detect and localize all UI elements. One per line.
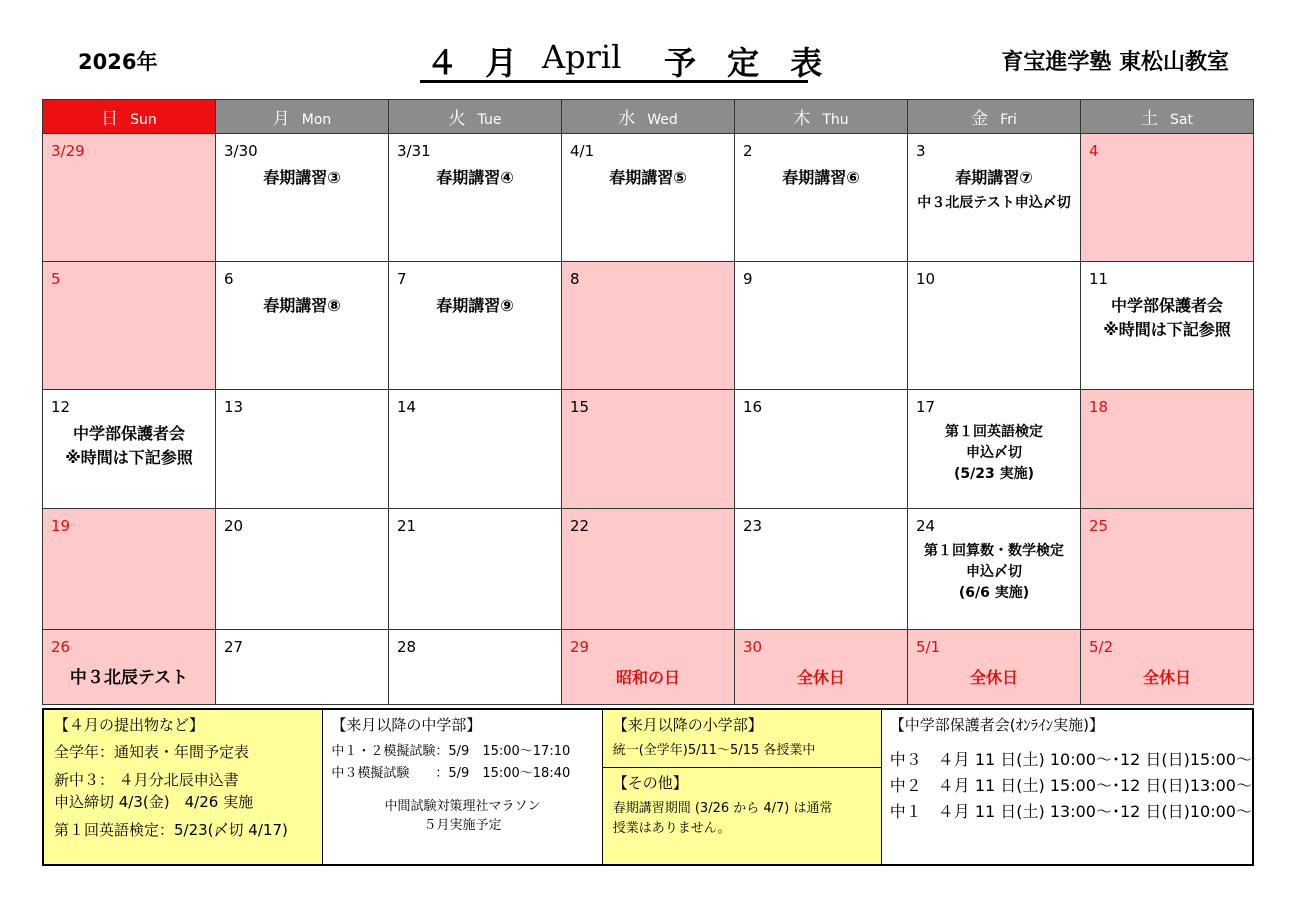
day-cell [908, 390, 1081, 509]
day-number: 24 [916, 517, 936, 535]
elementary-next-section [603, 710, 881, 768]
day-cell [43, 134, 216, 262]
parents-meeting-line: 中１ ４月 11 日(土) 13:00～･12 日(日)10:00～ [889, 802, 1252, 821]
week-row-3 [43, 390, 1254, 509]
title-schedule: 予 定 表 [664, 44, 833, 82]
day-cell [216, 509, 389, 630]
day-event: 全休日 [796, 668, 845, 687]
day-event: 中学部保護者会 ※時間は下記参照 [1103, 296, 1231, 339]
year-label: 2026年 [78, 50, 158, 74]
day-cell [908, 134, 1081, 262]
other-section [603, 768, 881, 839]
junior-next-box [323, 710, 602, 864]
submissions-line: 新中３： ４月分北辰申込書 申込締切 4/3(金) 4/26 実施 [54, 771, 254, 811]
day-cell [562, 262, 735, 390]
day-cell [735, 630, 908, 705]
day-event: 春期講習⑤ [609, 168, 687, 187]
submissions-line: 全学年：通知表・年間予定表 [54, 743, 250, 761]
day-number: 22 [570, 517, 590, 535]
week-row-5 [43, 630, 1254, 705]
week-row-2 [43, 262, 1254, 390]
day-cell [389, 509, 562, 630]
day-event: 全休日 [969, 668, 1018, 687]
day-cell [735, 262, 908, 390]
day-cell [389, 262, 562, 390]
day-cell [389, 390, 562, 509]
calendar-table [42, 99, 1254, 705]
day-number: 20 [224, 517, 244, 535]
day-number: 21 [397, 517, 417, 535]
day-number: 4 [1089, 142, 1099, 160]
parents-meeting-box [882, 710, 1252, 864]
school-name: 育宝進学塾 東松山教室 [1001, 50, 1229, 75]
day-cell [735, 390, 908, 509]
day-event: 第１回英語検定 申込〆切 (5/23 実施) [945, 424, 1043, 482]
day-event: 春期講習⑨ [436, 296, 514, 315]
day-event: 春期講習④ [436, 168, 514, 187]
day-number: 23 [743, 517, 763, 535]
title-month-en: April [542, 38, 622, 76]
elementary-next-heading: 【来月以降の小学部】 [612, 716, 763, 734]
page-title [420, 38, 833, 83]
day-cell [1081, 390, 1254, 509]
weekday-sat: 土 Sat [1081, 100, 1254, 134]
day-cell [389, 134, 562, 262]
weekday-wed: 水 Wed [562, 100, 735, 134]
day-cell [562, 134, 735, 262]
junior-next-heading: 【来月以降の中学部】 [331, 716, 482, 734]
notes-panel [42, 708, 1254, 866]
day-number: 3 [916, 142, 926, 160]
day-number: 28 [397, 638, 417, 656]
parents-meeting-line: 中３ ４月 11 日(土) 10:00～･12 日(日)15:00～ [889, 750, 1252, 769]
day-cell [562, 509, 735, 630]
day-cell [735, 134, 908, 262]
junior-next-line: 中１・２模擬試験：5/9 15:00～17:10 [331, 744, 571, 759]
weekday-mon: 月 Mon [216, 100, 389, 134]
day-number: 8 [570, 270, 580, 288]
day-cell [735, 509, 908, 630]
day-cell [908, 509, 1081, 630]
day-number: 30 [743, 638, 763, 656]
day-event: 中学部保護者会 ※時間は下記参照 [65, 424, 193, 467]
day-cell [1081, 630, 1254, 705]
parents-meeting-line: 中２ ４月 11 日(土) 15:00～･12 日(日)13:00～ [889, 776, 1252, 795]
title-month: ４ 月 [426, 44, 526, 82]
day-cell [908, 262, 1081, 390]
day-event: 春期講習⑦ 中３北辰テスト申込〆切 [917, 168, 1071, 211]
day-number: 12 [51, 398, 71, 416]
day-number: 3/30 [224, 142, 258, 160]
weekday-header-row [43, 100, 1254, 134]
day-number: 10 [916, 270, 936, 288]
day-number: 19 [51, 517, 71, 535]
day-cell [43, 390, 216, 509]
day-number: 18 [1089, 398, 1109, 416]
day-cell [908, 630, 1081, 705]
day-number: 2 [743, 142, 753, 160]
day-cell [1081, 509, 1254, 630]
day-number: 6 [224, 270, 234, 288]
day-cell [389, 630, 562, 705]
day-cell [1081, 262, 1254, 390]
day-number: 5/2 [1089, 638, 1114, 656]
other-line: 春期講習期間 (3/26 から 4/7) は通常 授業はありません。 [612, 801, 833, 836]
week-row-4 [43, 509, 1254, 630]
day-number: 5/1 [916, 638, 941, 656]
day-cell [216, 262, 389, 390]
weekday-tue: 火 Tue [389, 100, 562, 134]
day-cell [216, 134, 389, 262]
day-number: 16 [743, 398, 763, 416]
day-event: 全休日 [1142, 668, 1191, 687]
day-number: 25 [1089, 517, 1109, 535]
day-cell [216, 630, 389, 705]
day-event: 春期講習③ [263, 168, 341, 187]
day-number: 4/1 [570, 142, 595, 160]
day-cell [562, 390, 735, 509]
parents-meeting-heading: 【中学部保護者会(ｵﾝﾗｲﾝ実施)】 [889, 716, 1104, 734]
elementary-next-line: 統一(全学年)5/11～5/15 各授業中 [612, 743, 816, 758]
day-number: 3/29 [51, 142, 85, 160]
other-heading: 【その他】 [612, 774, 688, 792]
day-number: 29 [570, 638, 590, 656]
day-cell [1081, 134, 1254, 262]
day-event: 春期講習⑧ [263, 296, 341, 315]
day-cell [43, 509, 216, 630]
day-number: 27 [224, 638, 244, 656]
day-event: 春期講習⑥ [782, 168, 860, 187]
submissions-heading: 【４月の提出物など】 [54, 716, 205, 734]
weekday-sun: 日 Sun [43, 100, 216, 134]
day-number: 15 [570, 398, 590, 416]
day-event: 中３北辰テスト [69, 668, 189, 688]
junior-next-line: 中３模擬試験 ：5/9 15:00～18:40 [331, 766, 571, 781]
weekday-thu: 木 Thu [735, 100, 908, 134]
day-cell [43, 262, 216, 390]
day-number: 13 [224, 398, 244, 416]
day-cell [43, 630, 216, 705]
weekday-fri: 金 Fri [908, 100, 1081, 134]
day-cell [562, 630, 735, 705]
day-number: 7 [397, 270, 407, 288]
day-number: 14 [397, 398, 417, 416]
week-row-1 [43, 134, 1254, 262]
day-number: 26 [51, 638, 71, 656]
day-cell [216, 390, 389, 509]
submissions-box [44, 710, 323, 864]
day-event: 昭和の日 [615, 668, 680, 687]
day-number: 11 [1089, 270, 1109, 288]
day-number: 5 [51, 270, 61, 288]
submissions-line: 第１回英語検定：5/23(〆切 4/17) [54, 821, 288, 839]
junior-next-center: 中間試験対策理社マラソン ５月実施予定 [384, 799, 541, 833]
day-number: 17 [916, 398, 936, 416]
day-number: 9 [743, 270, 753, 288]
day-number: 3/31 [397, 142, 431, 160]
day-event: 第１回算数・数学検定 申込〆切 (6/6 実施) [924, 543, 1064, 601]
elementary-other-box [603, 710, 882, 864]
